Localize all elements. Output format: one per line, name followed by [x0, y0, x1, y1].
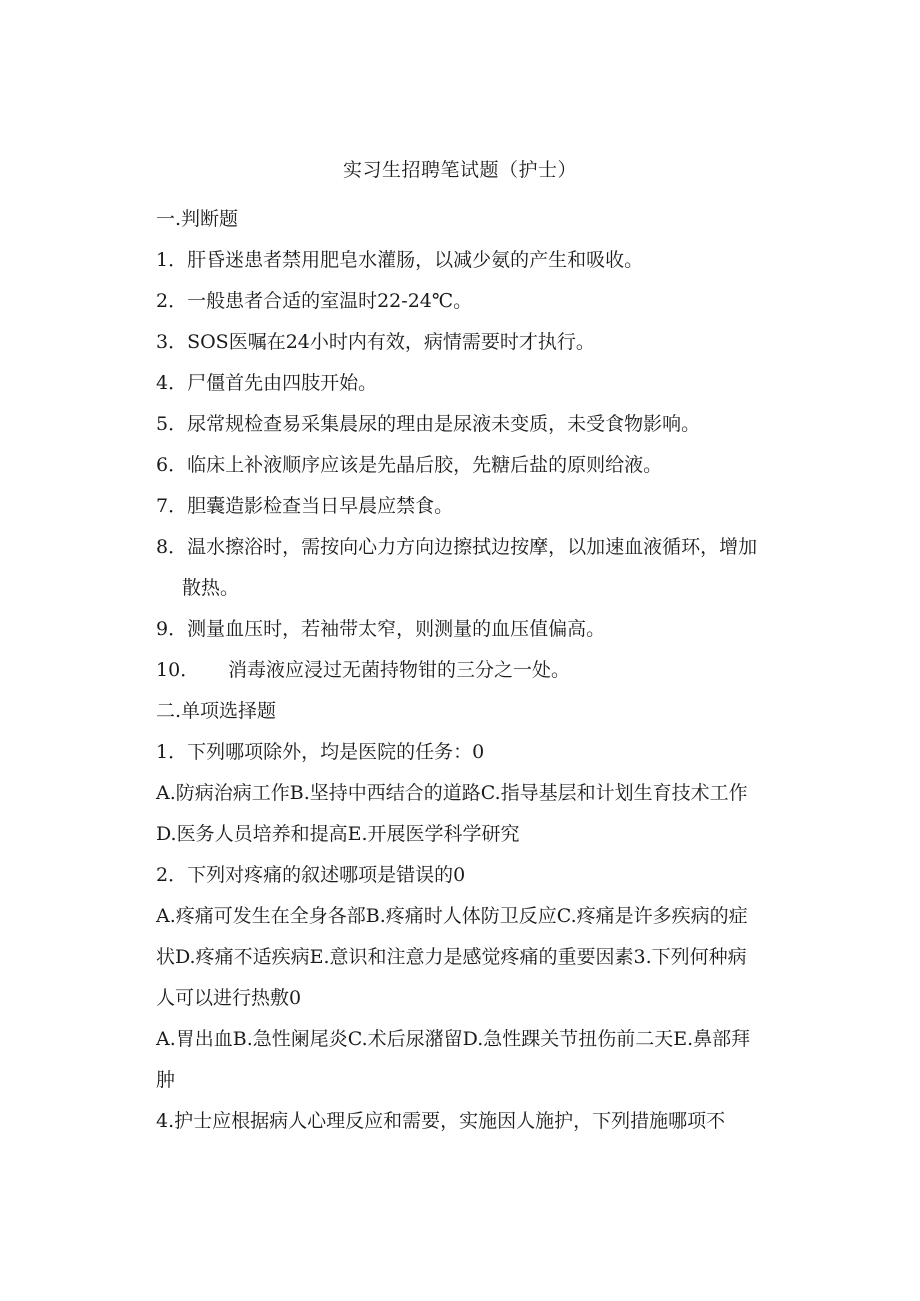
choice-line: 状D.疼痛不适疾病E.意识和注意力是感觉疼痛的重要因素3.下列何种病 — [156, 946, 747, 968]
question-number-value: 10 — [156, 659, 181, 681]
question-item — [156, 322, 806, 363]
question-item — [156, 445, 806, 486]
choice-line: A.防病治病工作B.坚持中西结合的道路C.指导基层和计划生育技术工作 — [156, 782, 748, 804]
page-title: 实习生招聘笔试题（护士） — [342, 159, 577, 181]
question-item — [156, 486, 806, 527]
question-item — [156, 650, 806, 691]
section-heading-true-false: 一.判断题 — [156, 208, 239, 230]
choice-line: A.胃出血B.急性阑尾炎C.术后尿潴留D.急性踝关节扭伤前二天E.鼻部拜 — [156, 1028, 751, 1050]
section-heading-single-choice: 二.单项选择题 — [156, 700, 277, 722]
question-number: 2 — [156, 290, 169, 312]
question-text: ．肝昏迷患者禁用肥皂水灌肠，以减少氨的产生和吸收。 — [168, 249, 644, 271]
choice-line: 2．下列对疼痛的叙述哪项是错误的0 — [156, 864, 466, 886]
question-number-separator: ． — [180, 659, 200, 681]
question-number: 7 — [156, 495, 169, 517]
question-number: 4 — [156, 372, 169, 394]
question-text: ．尸僵首先由四肢开始。 — [168, 372, 378, 394]
question-number: 9 — [156, 618, 169, 640]
question-item — [156, 363, 806, 404]
choice-line: A.疼痛可发生在全身各部B.疼痛时人体防卫反应C.疼痛是许多疾病的症 — [156, 905, 748, 927]
question-text: ．临床上补液顺序应该是先晶后胶，先糖后盐的原则给液。 — [168, 454, 663, 476]
question-number: 8 — [156, 536, 169, 558]
question-text: ．尿常规检查易采集晨尿的理由是尿液未变质，未受食物影响。 — [168, 413, 701, 435]
question-text: ．胆囊造影检查当日早晨应禁食。 — [168, 495, 454, 517]
question-text: ．一般患者合适的室温时22-24℃。 — [168, 290, 473, 312]
question-text: ．测量血压时，若袖带太窄，则测量的血压值偏高。 — [168, 618, 606, 640]
question-item — [156, 281, 806, 322]
choice-line: 4.护士应根据病人心理反应和需要，实施因人施护，下列措施哪项不 — [156, 1110, 726, 1132]
question-number: 1 — [156, 249, 169, 271]
question-continuation: 散热。 — [182, 577, 240, 599]
choice-line: 肿 — [156, 1069, 176, 1091]
question-text: ．温水擦浴时，需按向心力方向边擦拭边按摩，以加速血液循环，增加 — [168, 536, 758, 558]
question-number: 6 — [156, 454, 169, 476]
question-number: 5 — [156, 413, 169, 435]
question-item — [156, 240, 806, 281]
choice-line: 1．下列哪项除外，均是医院的任务：0 — [156, 741, 485, 763]
question-number — [156, 650, 228, 691]
question-number: 3 — [156, 331, 169, 353]
question-text: 消毒液应浸过无菌持物钳的三分之一处。 — [228, 659, 571, 681]
question-item — [156, 609, 806, 650]
choice-line: 人可以进行热敷0 — [156, 987, 302, 1009]
question-item — [156, 404, 806, 445]
choice-line: D.医务人员培养和提高E.开展医学科学研究 — [156, 823, 520, 845]
question-item — [156, 527, 806, 568]
document-body — [156, 199, 806, 1142]
question-text: ．SOS医嘱在24小时内有效，病情需要时才执行。 — [168, 331, 595, 353]
